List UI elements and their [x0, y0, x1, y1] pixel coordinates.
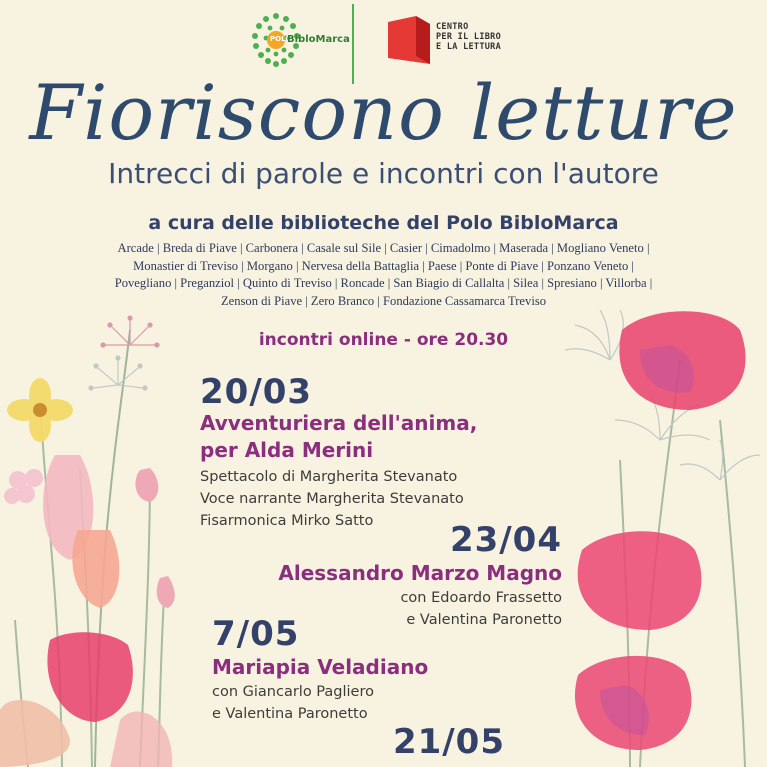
event-detail: Voce narrante Margherita Stevanato — [200, 491, 464, 507]
towns-line: Povegliano | Preganziol | Quinto di Treviso | Roncade | San Biagio di Callalta | Silea | Spresiano | Villorba | — [114, 276, 653, 290]
event-detail: con Giancarlo Pagliero — [212, 684, 374, 700]
event-date: 7/05 — [212, 614, 300, 654]
curated-by: a cura delle biblioteche del Polo BibloMarca — [148, 212, 619, 234]
book-icon — [386, 16, 432, 66]
event-date: 21/05 — [392, 722, 505, 762]
event-1 — [200, 372, 477, 532]
event-title: Mariapia Veladiano — [212, 655, 429, 679]
polo-name-text: BibloMarca — [287, 34, 350, 45]
event-date: 20/03 — [200, 372, 313, 412]
event-detail: con Edoardo Frassetto — [400, 590, 562, 606]
centro-libro-logo — [386, 16, 526, 66]
polo-biblomarca-logo — [246, 10, 350, 70]
towns-line: Arcade | Breda di Piave | Carbonera | Casale sul Sile | Casier | Cimadolmo | Maserada | Mogliano Veneto | — [117, 241, 650, 255]
event-title: Avventuriera dell'anima, — [200, 411, 478, 435]
event-detail: Fisarmonica Mirko Satto — [200, 513, 374, 529]
event-3 — [212, 614, 428, 725]
event-detail: e Valentina Paronetto — [212, 706, 368, 722]
right-flowers — [565, 310, 760, 767]
centro-text — [436, 22, 501, 52]
event-date: 23/04 — [449, 520, 562, 560]
online-info: incontri online - ore 20.30 — [258, 330, 509, 350]
centro-line: E LA LETTURA — [436, 42, 502, 52]
event-4 — [393, 722, 505, 762]
event-detail: e Valentina Paronetto — [406, 612, 562, 628]
towns-list — [18, 240, 749, 310]
poster-title: Fioriscono letture — [29, 68, 738, 157]
centro-line: CENTRO — [436, 22, 469, 32]
towns-line: Monastier di Treviso | Morgano | Nervesa della Battaglia | Paese | Ponte di Piave | Ponzano Veneto | — [133, 258, 634, 273]
left-flowers — [0, 316, 175, 767]
polo-tag-text: POLO — [270, 35, 292, 43]
event-detail: Spettacolo di Margherita Stevanato — [200, 469, 458, 485]
poster-subtitle: Intrecci di parole e incontri con l'autore — [108, 157, 659, 190]
event-title: per Alda Merini — [200, 438, 374, 462]
event-title: Alessandro Marzo Magno — [278, 561, 562, 585]
towns-line: Zenson di Piave | Zero Branco | Fondazione Cassamarca Treviso — [220, 293, 547, 308]
centro-line: PER IL LIBRO — [436, 32, 502, 42]
